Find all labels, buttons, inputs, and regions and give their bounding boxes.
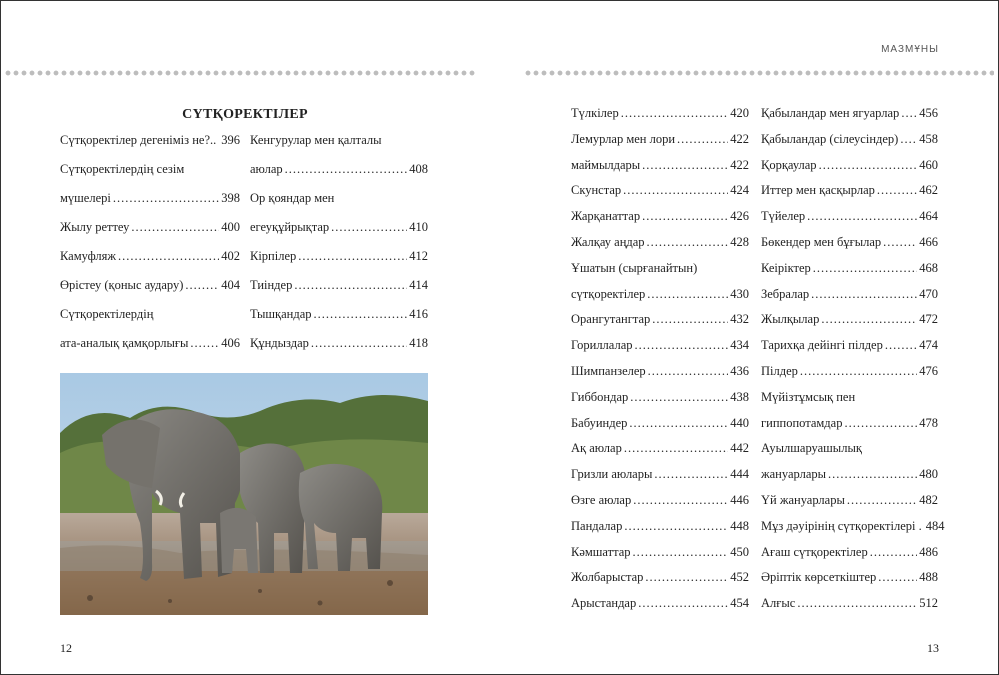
toc-page-number: 436 bbox=[730, 363, 749, 378]
toc-entry bbox=[60, 329, 240, 358]
toc-page-number: 418 bbox=[409, 336, 428, 350]
toc-page-number: 474 bbox=[919, 338, 938, 353]
toc-leader-dots bbox=[285, 155, 408, 184]
toc-leader-dots bbox=[629, 411, 728, 437]
toc-entry-title: сүтқоректілер bbox=[571, 286, 646, 301]
toc-page-number: 444 bbox=[730, 467, 749, 482]
toc-entry-title: Кенгурулар мен қалталы bbox=[250, 133, 382, 147]
toc-entry-title: Бөкендер мен бұғылар bbox=[761, 234, 882, 249]
elephant-photo bbox=[60, 373, 428, 615]
toc-entry-title: Пандалар bbox=[571, 518, 623, 533]
toc-leader-dots bbox=[118, 242, 219, 271]
toc-entry-title: Өзге аюлар bbox=[571, 492, 632, 507]
toc-page-number: 472 bbox=[919, 312, 938, 327]
toc-entry-title: Мұз дәуірінің сүтқоректілері . bbox=[761, 518, 922, 533]
toc-entry bbox=[60, 155, 240, 184]
toc-entry bbox=[250, 329, 428, 358]
toc-leader-dots bbox=[813, 256, 917, 282]
toc-page-number: 466 bbox=[919, 234, 938, 249]
toc-entry bbox=[761, 514, 945, 540]
toc-entry-title: Ағаш сүтқоректілер bbox=[761, 544, 868, 559]
toc-leader-dots bbox=[811, 282, 917, 308]
toc-entry bbox=[571, 591, 749, 617]
toc-entry bbox=[761, 333, 938, 359]
toc-entry bbox=[250, 155, 428, 184]
toc-entry bbox=[571, 153, 749, 179]
toc-entry bbox=[761, 591, 938, 617]
toc-page-number: 488 bbox=[919, 570, 938, 585]
toc-entry bbox=[571, 256, 749, 282]
toc-entry-title: Түйелер bbox=[761, 209, 806, 224]
toc-entry-title: Алғыс bbox=[761, 596, 796, 611]
toc-entry bbox=[761, 359, 938, 385]
toc-entry-title: Жолбарыстар bbox=[571, 570, 644, 585]
toc-page-number: 480 bbox=[919, 467, 938, 482]
toc-entry-title: Орангутангтар bbox=[571, 312, 651, 327]
toc-entry bbox=[250, 271, 428, 300]
toc-entry-title: Жалқау аңдар bbox=[571, 234, 645, 249]
toc-entry-title: Үй жануарлары bbox=[761, 492, 845, 507]
toc-leader-dots bbox=[642, 153, 728, 179]
toc-entry bbox=[250, 242, 428, 271]
dotted-rule-right bbox=[524, 70, 994, 76]
toc-leader-dots bbox=[638, 591, 728, 617]
toc-leader-dots bbox=[654, 462, 728, 488]
toc-page-number: 440 bbox=[730, 415, 749, 430]
toc-entry bbox=[571, 565, 749, 591]
toc-entry-title: Жылқылар bbox=[761, 312, 820, 327]
toc-leader-dots bbox=[623, 178, 728, 204]
toc-entry-title: Мүйізтұмсық пен bbox=[761, 389, 856, 404]
toc-entry bbox=[571, 178, 749, 204]
toc-page-number: 458 bbox=[919, 131, 938, 146]
toc-page-number: 442 bbox=[730, 441, 749, 456]
toc-entry-title: мүшелері bbox=[60, 191, 111, 205]
toc-entry bbox=[571, 307, 749, 333]
toc-page-number: 482 bbox=[919, 492, 938, 507]
toc-leader-dots bbox=[821, 307, 917, 333]
toc-entry bbox=[761, 462, 938, 488]
toc-entry bbox=[761, 565, 938, 591]
toc-entry-title: Кірпілер bbox=[250, 249, 297, 263]
toc-leader-dots bbox=[847, 488, 917, 514]
toc-entry-title: Гиббондар bbox=[571, 389, 629, 404]
toc-leader-dots bbox=[131, 213, 219, 242]
toc-page-number: 438 bbox=[730, 389, 749, 404]
toc-entry bbox=[761, 282, 938, 308]
toc-entry bbox=[571, 436, 749, 462]
toc-page-number: 424 bbox=[730, 183, 749, 198]
toc-leader-dots bbox=[190, 329, 219, 358]
toc-entry bbox=[571, 204, 749, 230]
toc-leader-dots bbox=[828, 462, 917, 488]
toc-entry bbox=[761, 385, 938, 411]
toc-page-number: 402 bbox=[221, 249, 240, 263]
toc-entry bbox=[60, 126, 240, 155]
toc-entry bbox=[571, 385, 749, 411]
toc-leader-dots bbox=[311, 329, 407, 358]
toc-entry-title: Кеіріктер bbox=[761, 260, 811, 275]
toc-entry bbox=[761, 153, 938, 179]
toc-entry bbox=[761, 436, 938, 462]
toc-entry bbox=[571, 333, 749, 359]
toc-entry-title: Ауылшаруашылық bbox=[761, 441, 862, 456]
toc-entry-title: Сүтқоректілердің сезім bbox=[60, 162, 185, 176]
toc-page-number: 400 bbox=[221, 220, 240, 234]
dotted-rule-left bbox=[4, 70, 476, 76]
toc-entry-title: Зебралар bbox=[761, 286, 810, 301]
toc-page-number: 486 bbox=[919, 544, 938, 559]
toc-leader-dots bbox=[331, 213, 407, 242]
toc-page-number: 462 bbox=[919, 183, 938, 198]
toc-page-number: 426 bbox=[730, 209, 749, 224]
toc-leader-dots bbox=[819, 153, 918, 179]
toc-entry bbox=[571, 411, 749, 437]
toc-leader-dots bbox=[645, 565, 728, 591]
toc-leader-dots bbox=[648, 359, 729, 385]
toc-entry-title: Ор қояндар мен bbox=[250, 191, 335, 205]
toc-entry-title: маймылдары bbox=[571, 157, 641, 172]
toc-entry-title: Бабуиндер bbox=[571, 415, 628, 430]
toc-page-number: 456 bbox=[919, 106, 938, 120]
toc-entry-title: егеуқұйрықтар bbox=[250, 220, 330, 234]
toc-entry-title: Иттер мен қасқырлар bbox=[761, 183, 875, 198]
running-head: МАЗМҰНЫ bbox=[881, 44, 939, 55]
toc-entry-title: Сүтқоректілер дегеніміз не?.. bbox=[60, 133, 217, 147]
toc-entry-title: Арыстандар bbox=[571, 596, 637, 611]
toc-entry bbox=[761, 256, 938, 282]
section-title: СҮТҚОРЕКТІЛЕР bbox=[182, 107, 308, 122]
toc-leader-dots bbox=[633, 540, 729, 566]
toc-entry bbox=[250, 184, 428, 213]
toc-entry bbox=[761, 540, 938, 566]
toc-entry-title: Тарихқа дейінгі пілдер bbox=[761, 338, 883, 353]
toc-entry bbox=[761, 204, 938, 230]
toc-page-number: 460 bbox=[919, 157, 938, 172]
toc-leader-dots bbox=[294, 271, 407, 300]
toc-page-number: 452 bbox=[730, 570, 749, 585]
toc-leader-dots bbox=[621, 101, 729, 127]
toc-entry-title: Пілдер bbox=[761, 363, 798, 378]
toc-page-number: 430 bbox=[730, 286, 749, 301]
toc-entry bbox=[761, 307, 938, 333]
toc-page-number: 448 bbox=[730, 518, 749, 533]
toc-leader-dots bbox=[647, 282, 728, 308]
toc-entry bbox=[571, 359, 749, 385]
toc-page-number: 420 bbox=[730, 106, 749, 120]
toc-column-right-2 bbox=[761, 101, 945, 617]
toc-entry bbox=[60, 213, 240, 242]
toc-page-number: 410 bbox=[409, 220, 428, 234]
toc-entry bbox=[571, 230, 749, 256]
toc-entry-title: Сүтқоректілердің bbox=[60, 307, 154, 321]
toc-column-right-1 bbox=[571, 101, 749, 617]
page-number-right: 13 bbox=[927, 641, 939, 655]
toc-leader-dots bbox=[877, 178, 917, 204]
toc-page-number: 478 bbox=[919, 415, 938, 430]
toc-entry-title: Шимпанзелер bbox=[571, 363, 646, 378]
toc-entry bbox=[571, 282, 749, 308]
toc-entry-title: жануарлары bbox=[761, 467, 827, 482]
toc-leader-dots bbox=[298, 242, 407, 271]
toc-entry bbox=[571, 462, 749, 488]
toc-entry-title: Өрістеу (қоныс аудару) bbox=[60, 278, 184, 292]
toc-page-number: 450 bbox=[730, 544, 749, 559]
toc-leader-dots bbox=[113, 184, 219, 213]
toc-page-number: 468 bbox=[919, 260, 938, 275]
toc-page-number: 404 bbox=[221, 278, 240, 292]
toc-leader-dots bbox=[630, 385, 728, 411]
toc-entry-title: Кәмшаттар bbox=[571, 544, 631, 559]
toc-entry-title: Әріптік көрсеткіштер bbox=[761, 570, 877, 585]
toc-leader-dots bbox=[800, 359, 917, 385]
toc-leader-dots bbox=[635, 333, 729, 359]
toc-page-number: 412 bbox=[409, 249, 428, 263]
toc-leader-dots bbox=[624, 514, 728, 540]
toc-leader-dots bbox=[901, 101, 917, 127]
toc-page-number: 408 bbox=[409, 162, 428, 176]
toc-entry bbox=[250, 213, 428, 242]
toc-page-number: 470 bbox=[919, 286, 938, 301]
toc-entry bbox=[60, 300, 240, 329]
toc-entry-title: Қабыландар мен ягуарлар bbox=[761, 106, 900, 120]
toc-entry bbox=[250, 126, 428, 155]
toc-leader-dots bbox=[314, 300, 408, 329]
toc-entry bbox=[250, 300, 428, 329]
toc-entry-title: Лемурлар мен лори bbox=[571, 131, 676, 146]
toc-leader-dots bbox=[652, 307, 728, 333]
toc-entry bbox=[761, 411, 938, 437]
toc-leader-dots bbox=[900, 127, 917, 153]
page-number-left: 12 bbox=[60, 641, 72, 655]
toc-leader-dots bbox=[807, 204, 917, 230]
toc-entry-title: Жылу реттеу bbox=[60, 220, 130, 234]
toc-entry-title: аюлар bbox=[250, 162, 283, 176]
toc-entry bbox=[571, 488, 749, 514]
toc-page-number: 464 bbox=[919, 209, 938, 224]
toc-page-number: 432 bbox=[730, 312, 749, 327]
toc-entry-title: Қабыландар (сілеусіндер) bbox=[761, 131, 899, 146]
toc-entry-title: Гризли аюлары bbox=[571, 467, 653, 482]
toc-leader-dots bbox=[883, 230, 917, 256]
toc-page-number: 476 bbox=[919, 363, 938, 378]
toc-entry bbox=[761, 488, 938, 514]
toc-page-number: 446 bbox=[730, 492, 749, 507]
toc-page-number: 406 bbox=[221, 336, 240, 350]
toc-entry bbox=[571, 514, 749, 540]
toc-entry bbox=[571, 127, 749, 153]
toc-page-number: 414 bbox=[409, 278, 428, 292]
toc-leader-dots bbox=[885, 333, 917, 359]
toc-entry-title: Қорқаулар bbox=[761, 157, 817, 172]
toc-page-number: 396 bbox=[221, 133, 240, 147]
toc-entry-title: Құндыздар bbox=[250, 336, 309, 350]
toc-entry bbox=[571, 101, 749, 127]
toc-entry bbox=[761, 178, 938, 204]
toc-page-number: 512 bbox=[919, 596, 938, 611]
toc-leader-dots bbox=[797, 591, 917, 617]
toc-entry-title: Гориллалар bbox=[571, 338, 633, 353]
toc-entry-title: ата-аналық қамқорлығы bbox=[60, 336, 189, 350]
toc-page-number: 416 bbox=[409, 307, 428, 321]
toc-entry-title: Скунстар bbox=[571, 183, 622, 198]
toc-leader-dots bbox=[677, 127, 728, 153]
toc-entry-title: Ақ аюлар bbox=[571, 441, 622, 456]
toc-entry bbox=[60, 242, 240, 271]
toc-entry bbox=[761, 127, 938, 153]
toc-entry-title: Камуфляж bbox=[60, 249, 116, 263]
toc-leader-dots bbox=[870, 540, 918, 566]
toc-page-number: 398 bbox=[221, 191, 240, 205]
toc-entry bbox=[60, 184, 240, 213]
toc-page-number: 454 bbox=[730, 596, 749, 611]
toc-page-number: 422 bbox=[730, 131, 749, 146]
toc-leader-dots bbox=[878, 565, 917, 591]
toc-entry bbox=[60, 271, 240, 300]
toc-entry bbox=[761, 101, 938, 127]
toc-entry bbox=[761, 230, 938, 256]
toc-leader-dots bbox=[624, 436, 728, 462]
toc-entry-title: гиппопотамдар bbox=[761, 415, 843, 430]
toc-page-number: 484 bbox=[925, 518, 945, 533]
toc-page-number: 428 bbox=[730, 234, 749, 249]
toc-column-left-1 bbox=[60, 126, 240, 358]
toc-leader-dots bbox=[642, 204, 728, 230]
toc-entry-title: Тиіндер bbox=[250, 278, 293, 292]
toc-entry-title: Түлкілер bbox=[571, 106, 619, 120]
toc-entry-title: Тышқандар bbox=[250, 307, 312, 321]
toc-entry-title: Ұшатын (сырғанайтын) bbox=[571, 260, 698, 275]
toc-entry bbox=[571, 540, 749, 566]
toc-leader-dots bbox=[647, 230, 729, 256]
toc-leader-dots bbox=[633, 488, 728, 514]
toc-column-left-2 bbox=[250, 126, 428, 358]
toc-page-number: 434 bbox=[730, 338, 749, 353]
toc-leader-dots bbox=[844, 411, 917, 437]
toc-entry-title: Жарқанаттар bbox=[571, 209, 641, 224]
toc-leader-dots bbox=[185, 271, 219, 300]
toc-page-number: 422 bbox=[730, 157, 749, 172]
